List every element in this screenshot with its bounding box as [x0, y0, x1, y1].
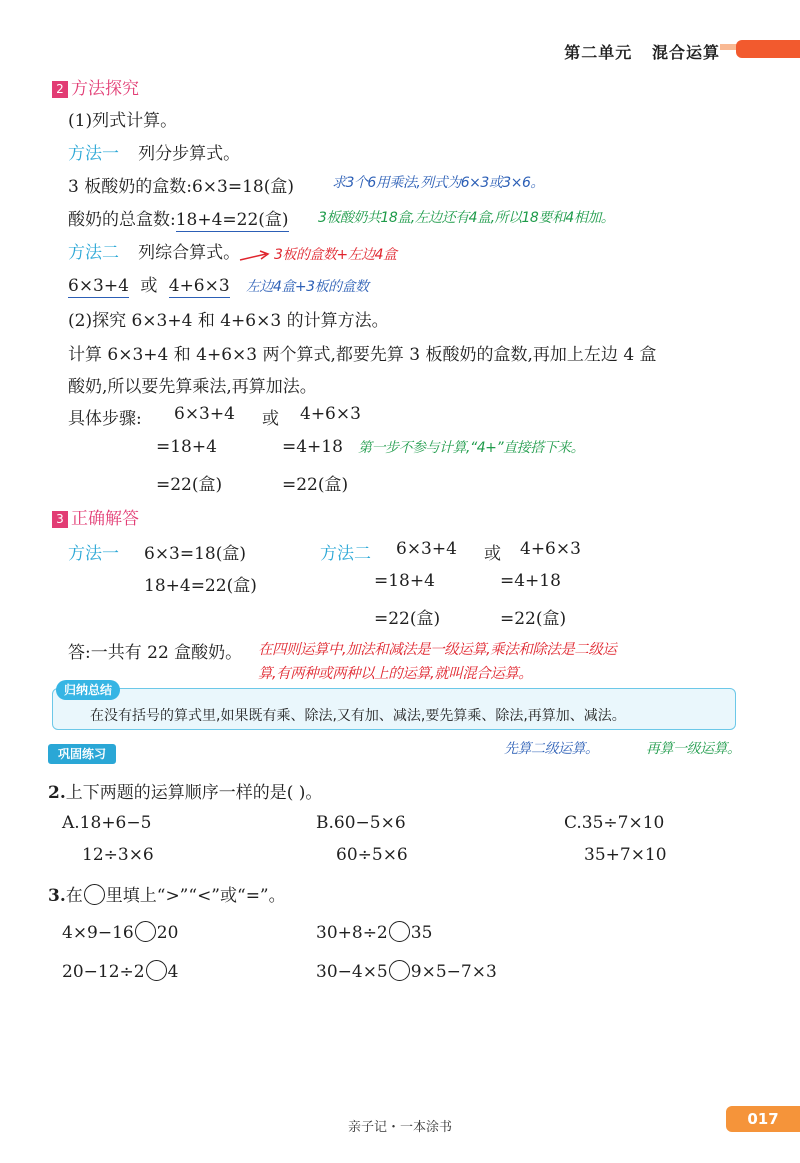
handwritten-note-6-line-1: 在四则运算中,加法和减法是一级运算,乘法和除法是二级运 — [258, 642, 617, 658]
step-a-1: 6×3+4 — [174, 404, 235, 424]
summary-badge: 归纳总结 — [56, 680, 120, 700]
section-3-title: 正确解答 — [71, 509, 139, 529]
handwritten-note-5: 第一步不参与计算,“4+”直接搭下来。 — [358, 440, 585, 456]
expression-b: 4+6×3 — [168, 276, 230, 296]
section-2-title: 方法探究 — [71, 79, 139, 99]
handwritten-note-8: 再算一级运算。 — [646, 741, 741, 757]
section-3-number: 3 — [52, 511, 68, 528]
compare-2-circle[interactable] — [389, 921, 410, 942]
method-2-row — [68, 238, 240, 263]
answer-method-2-b-2: =4+18 — [500, 571, 561, 591]
step-or: 或 — [262, 409, 279, 429]
summary-text: 在没有括号的算式里,如果既有乘、除法,又有加、减法,要先算乘、除法,再算加、减法。 — [90, 708, 626, 724]
circle-blank-icon — [84, 884, 105, 905]
handwritten-note-2: 3板酸奶共18盒,左边还有4盒,所以18要和4相加。 — [318, 210, 615, 226]
answer-method-1-line-2: 18+4=22(盒) — [144, 576, 257, 596]
method-2-text: 列综合算式。 — [138, 243, 241, 263]
step-line-2-prefix: 酸奶的总盒数: — [68, 210, 176, 230]
header-decor-bar — [736, 40, 800, 58]
step-b-1: 4+6×3 — [300, 404, 361, 424]
compare-2-right: 35 — [410, 923, 433, 943]
answer-method-1-line-1: 6×3=18(盒) — [144, 544, 247, 564]
compare-4-right: 9×5−7×3 — [410, 962, 497, 982]
practice-question-3 — [48, 881, 286, 906]
explanation-line-1: 计算 6×3+4 和 4+6×3 两个算式,都要先算 3 板酸奶的盒数,再加上左边 4 盒 — [68, 345, 657, 365]
answer-method-2-label: 方法二 — [320, 544, 371, 564]
handwritten-note-3: 3板的盒数+左边4盒 — [274, 247, 397, 263]
question-2-number: 2. — [48, 783, 66, 803]
practice-question-2 — [48, 778, 322, 803]
answer-method-2-b-1: 4+6×3 — [520, 539, 581, 559]
section-2-number: 2 — [52, 81, 68, 98]
section-3-heading — [52, 504, 139, 529]
compare-4-circle[interactable] — [389, 960, 410, 981]
handwritten-note-6-line-2: 算,有两种或两种以上的运算,就叫混合运算。 — [258, 666, 533, 682]
method-1-text: 列分步算式。 — [138, 144, 241, 164]
footer-brand: 亲子记・一本涂书 — [347, 1120, 452, 1135]
option-b-line-1[interactable]: B.60−5×6 — [316, 813, 406, 833]
compare-row-4 — [316, 960, 497, 982]
question-3-number: 3. — [48, 886, 66, 906]
step-a-3: =22(盒) — [156, 475, 223, 495]
answer-method-2-a-1: 6×3+4 — [396, 539, 457, 559]
option-c-line-1[interactable]: C.35÷7×10 — [564, 813, 665, 833]
compare-1-left: 4×9−16 — [62, 923, 134, 943]
question-3-text-b: 里填上“>”“<”或“=”。 — [105, 886, 286, 906]
answer-method-2-or: 或 — [484, 544, 501, 564]
page-number: 017 — [726, 1106, 800, 1132]
answer-method-2-a-2: =18+4 — [374, 571, 435, 591]
answer-method-2-a-3: =22(盒) — [374, 609, 441, 629]
compare-4-left: 30−4×5 — [316, 962, 388, 982]
compare-3-right: 4 — [167, 962, 179, 982]
step-line-2 — [68, 205, 289, 230]
answer-method-1-label: 方法一 — [68, 544, 119, 564]
method-2-label: 方法二 — [68, 243, 119, 263]
question-1: (1)列式计算。 — [68, 111, 178, 131]
topic-label: 混合运算 — [651, 43, 720, 62]
compare-3-left: 20−12÷2 — [62, 962, 145, 982]
step-line-2-equation: 18+4=22(盒) — [175, 210, 289, 230]
practice-badge: 巩固练习 — [48, 744, 116, 764]
handwritten-note-1: 求3个6用乘法,列式为6×3或3×6。 — [332, 175, 544, 191]
handwritten-note-4: 左边4盒+3板的盒数 — [246, 279, 369, 295]
option-a-line-2: 12÷3×6 — [82, 845, 154, 865]
handwritten-note-7: 先算二级运算。 — [504, 741, 599, 757]
compare-3-circle[interactable] — [146, 960, 167, 981]
compare-row-3 — [62, 960, 178, 982]
or-word: 或 — [140, 276, 158, 296]
method-1-row — [68, 139, 240, 164]
step-a-2: =18+4 — [156, 437, 217, 457]
compare-1-right: 20 — [156, 923, 179, 943]
unit-label: 第二单元 — [564, 43, 633, 62]
compare-2-left: 30+8÷2 — [316, 923, 388, 943]
step-b-3: =22(盒) — [282, 475, 349, 495]
expression-a: 6×3+4 — [68, 276, 129, 296]
option-a-line-1[interactable]: A.18+6−5 — [62, 813, 152, 833]
section-2-heading — [52, 74, 139, 99]
step-line-1: 3 板酸奶的盒数:6×3=18(盒) — [68, 177, 294, 197]
explanation-line-2: 酸奶,所以要先算乘法,再算加法。 — [68, 377, 317, 397]
compare-row-1 — [62, 921, 178, 943]
question-2-text: 上下两题的运算顺序一样的是( )。 — [65, 783, 323, 803]
compare-1-circle[interactable] — [135, 921, 156, 942]
question-2: (2)探究 6×3+4 和 4+6×3 的计算方法。 — [68, 311, 389, 331]
final-answer: 答:一共有 22 盒酸奶。 — [68, 643, 243, 663]
arrow-icon — [238, 250, 272, 264]
answer-method-2-b-3: =22(盒) — [500, 609, 567, 629]
step-b-2: =4+18 — [282, 437, 343, 457]
option-c-line-2: 35+7×10 — [584, 845, 667, 865]
option-b-line-2: 60÷5×6 — [336, 845, 408, 865]
combined-expressions — [68, 271, 230, 296]
steps-label: 具体步骤: — [68, 409, 142, 429]
unit-title — [564, 40, 720, 63]
question-3-text-a: 在 — [65, 886, 83, 906]
method-1-label: 方法一 — [68, 144, 119, 164]
compare-row-2 — [316, 921, 432, 943]
